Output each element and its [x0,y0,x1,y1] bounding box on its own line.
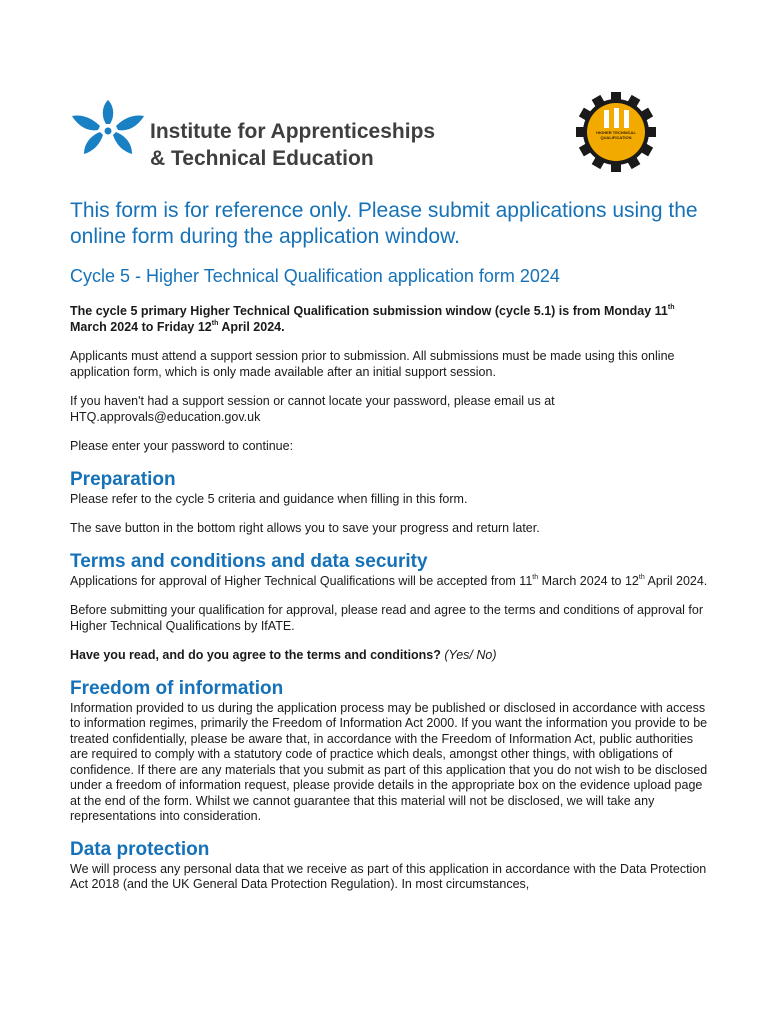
ifate-star-logo-icon [70,96,146,160]
terms-text-2: Before submitting your qualification for approval, please read and agree to the terms and conditions of approval for Higher Technical Qualifications by IfATE. [70,603,704,633]
reference-note: This form is for reference only. Please submit applications using the online form during the application window. [70,199,698,248]
preparation-text-2: The save button in the bottom right allows you to save your progress and return later. [70,521,540,535]
terms-heading: Terms and conditions and data security [70,550,428,572]
form-content [70,198,710,893]
foi-text: Information provided to us during the application process may be published or disclosed in accordance with access to information regimes, primarily the Freedom of Information Act 2000. If you want the information you provide to be treated confidentially, please be aware that, in accordance with the Freedom of Information Act, public authorities are required to comply with a statutory code of practice which deals, amongst other things, with obligations of confidence. If there are any materials that you submit as part of this application that you do not wish to be disclosed under a freedom of information request, please provide details in the appropriate box on the evidence upload page at the end of the form. Whilst we cannot guarantee that this material will not be disclosed, we will take any representations into consideration. [70,700,708,823]
window-text-a: The cycle 5 primary Higher Technical Qualification submission window (cycle 5.1) is from Monday 11 [70,304,668,318]
window-sup-2: th [211,319,219,327]
terms-question-text: Have you read, and do you agree to the terms and conditions? [70,648,441,662]
window-sup-1: th [667,304,675,311]
document-header [70,92,710,202]
password-prompt: Please enter your password to continue: [70,439,294,453]
org-name-line-1: Institute for Apprenticeships [150,120,436,143]
submission-window-text [70,304,710,335]
support-session-text: Applicants must attend a support session prior to submission. All submissions must be made using this online application form, which is only made available after an initial support session. [70,349,675,379]
terms-question [70,648,710,664]
terms-sup-2: th [638,573,645,581]
terms-text-c: April 2024. [644,573,708,588]
org-name-line-2: & Technical Education [150,147,374,170]
form-title: Cycle 5 - Higher Technical Qualification application form 2024 [70,266,560,286]
data-protection-heading: Data protection [70,838,210,860]
window-text-c: April 2024. [218,319,285,334]
window-text-b: March 2024 to Friday 12 [70,319,212,334]
terms-question-options: (Yes/ No) [444,648,497,662]
data-protection-text: We will process any personal data that we receive as part of this application in accordance with the Data Protection Act 2018 (and the UK General Data Protection Regulation). In most circumstances, [70,861,707,891]
terms-sup-1: th [532,573,539,581]
preparation-text-1: Please refer to the cycle 5 criteria and guidance when filling in this form. [70,491,468,506]
terms-text-a: Applications for approval of Higher Technical Qualifications will be accepted from 11 [70,573,533,588]
organisation-name [150,118,435,172]
terms-text-1 [70,574,710,590]
preparation-heading: Preparation [70,468,176,490]
contact-text: If you haven't had a support session or cannot locate your password, please email us at HTQ.approvals@education.gov.uk [70,394,555,424]
foi-heading: Freedom of information [70,677,284,699]
badge-text: HIGHER TECHNICAL QUALIFICATION [596,130,636,140]
terms-text-b: March 2024 to 12 [538,573,639,588]
